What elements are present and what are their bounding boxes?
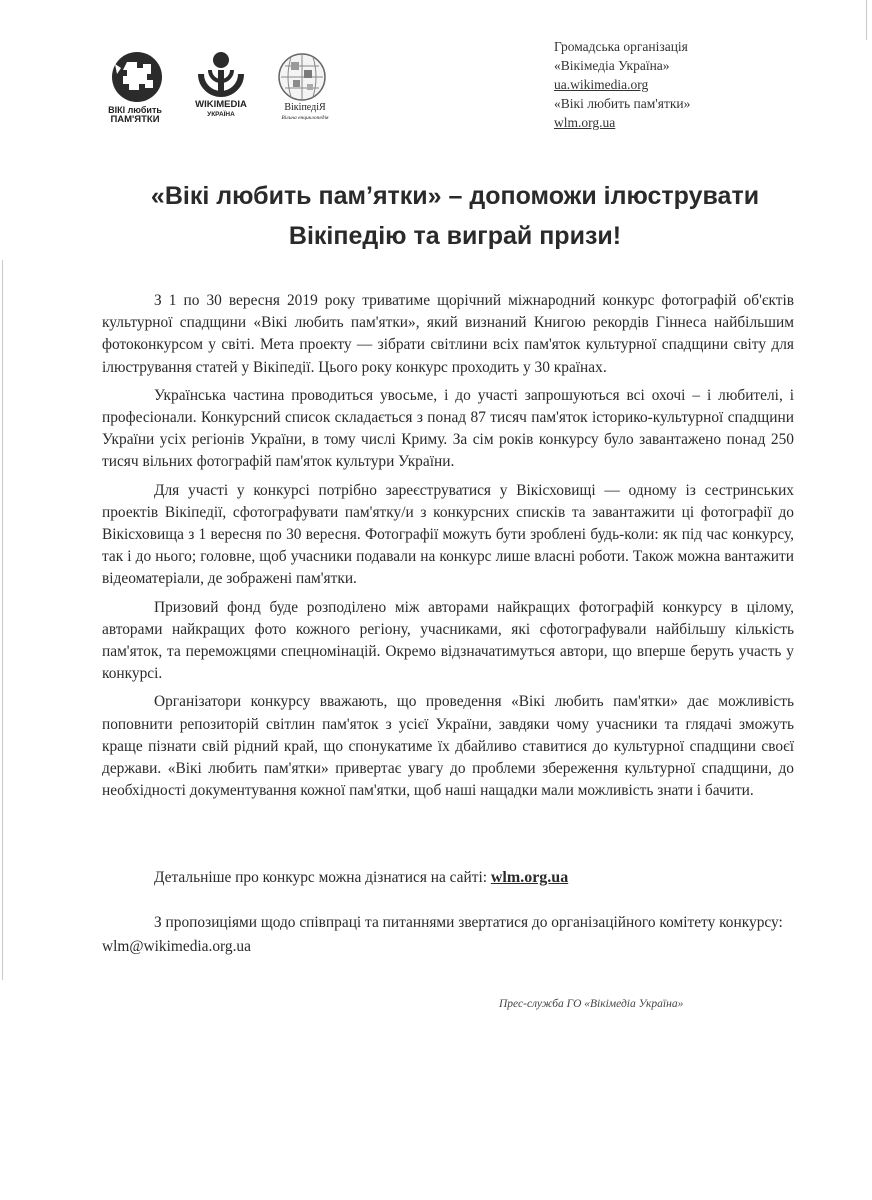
wikipedia-globe-icon [277, 52, 327, 102]
wikipedia-logo-caption [272, 103, 338, 123]
project-website-link[interactable]: wlm.org.ua [554, 115, 616, 130]
wlm-logo-bottom: ПАМ'ЯТКИ [110, 114, 160, 125]
more-info-link[interactable]: wlm.org.ua [490, 869, 569, 886]
paragraph: З 1 по 30 вересня 2019 року триватиме щорічний міжнародний конкурс фотографій об'єктів культурної спадщини «Вікі любить пам'ятки», який визнаний Книгою рекордів Гіннеса найбільшим фотоконкурсом у світі. Мета проекту — зібрати світлини всіх пам'яток культурної спадщини світу для ілюстрування статей у Вікіпедії. Цього року конкурс проходить у 30 країнах. [102, 292, 794, 376]
paragraph: Для участі у конкурсі потрібно зареєструватися у Вікісховищі — одному із сестринських проектів Вікіпедії, сфотографувати пам'ятку/и з конкурсних списків та завантажити ці фотографії до Вікісховища з 1 вересня по 30 вересня. Фотографії можуть бути зроблені будь-коли: як під час конкурсу, так і до нього; головне, щоб учасники подавали на конкурс лише власні роботи. Також можна вантажити відеоматеріали, де зображені пам'ятки. [102, 481, 794, 588]
wikipedia-logo-top: ВікіпедіЯ [284, 102, 326, 113]
press-signature: Прес-служба ГО «Вікімедіа Україна» [499, 998, 684, 1010]
org-contact-block [554, 37, 690, 132]
paragraph: Українська частина проводиться увосьме, і до участі запрошуються всі охочі – і любителі, і професіонали. Конкурсний список складається з понад 87 тисяч пам'яток історико-культурної спадщини України усіх регіонів України, в тому числі Криму. За сім років конкурсу було завантажено понад 250 тисяч вільних фотографій пам'яток культури України. [102, 386, 794, 471]
document-title [60, 176, 850, 256]
wikimedia-logo-bottom: УКРАЇНА [207, 111, 235, 118]
title-line-1: «Вікі любить пам’ятки» – допоможи ілюструвати [150, 182, 760, 210]
title-line-2: Вікіпедію та виграй призи! [288, 222, 622, 250]
paragraph: Призовий фонд буде розподілено між авторами найкращих фотографій конкурсу в цілому, авторами найкращих фото кожного регіону, учасниками, які сфотографували найбільшу кількість пам'яток, та переможцями спецномінацій. Окремо відзначатимуться автори, що вперше беруть участь у конкурсі. [102, 598, 794, 683]
paragraph: Організатори конкурсу вважають, що проведення «Вікі любить пам'ятки» дає можливість поповнити репозиторій світлин пам'яток з усієї України, завдяки чому учасники та глядачі зможуть краще пізнати свій рідний край, що спонукатиме їх дбайливо ставитися до культурної спадщини своєї держави. «Вікі любить пам'ятки» привертає увагу до проблеми збереження культурної спадщини, до необхідності документування кожної пам'ятки, щоб наші нащадки мали можливість знати і бачити. [102, 693, 794, 800]
wikimedia-logo-top: WIKIMEDIA [195, 99, 247, 110]
project-name-line: «Вікі любить пам'ятки» [554, 96, 691, 111]
org-name-quoted: «Вікімедіа Україна» [554, 58, 670, 73]
wikimedia-logo-caption [186, 100, 256, 120]
org-name-line: Громадська організація [554, 39, 688, 54]
wikimedia-logo-icon [194, 50, 248, 100]
article-body [102, 290, 794, 802]
more-info-line [154, 869, 568, 887]
scan-edge-right [866, 0, 867, 40]
contact-paragraph [102, 911, 802, 959]
scan-edge-left [2, 260, 3, 980]
wlm-logo-caption [102, 105, 168, 125]
org-website-link[interactable]: ua.wikimedia.org [554, 77, 649, 92]
wikipedia-logo-bottom: Вільна енциклопедія [281, 115, 329, 121]
more-info-text: Детальніше про конкурс можна дізнатися на сайті: [154, 869, 491, 886]
wlm-logo-top: ВІКІ любить [108, 105, 162, 115]
contact-text: З пропозиціями щодо співпраці та питаннями звертатися до організаційного комітету конкурсу: wlm@wikimedia.org.ua [102, 914, 783, 955]
wlm-logo-icon [105, 50, 169, 102]
